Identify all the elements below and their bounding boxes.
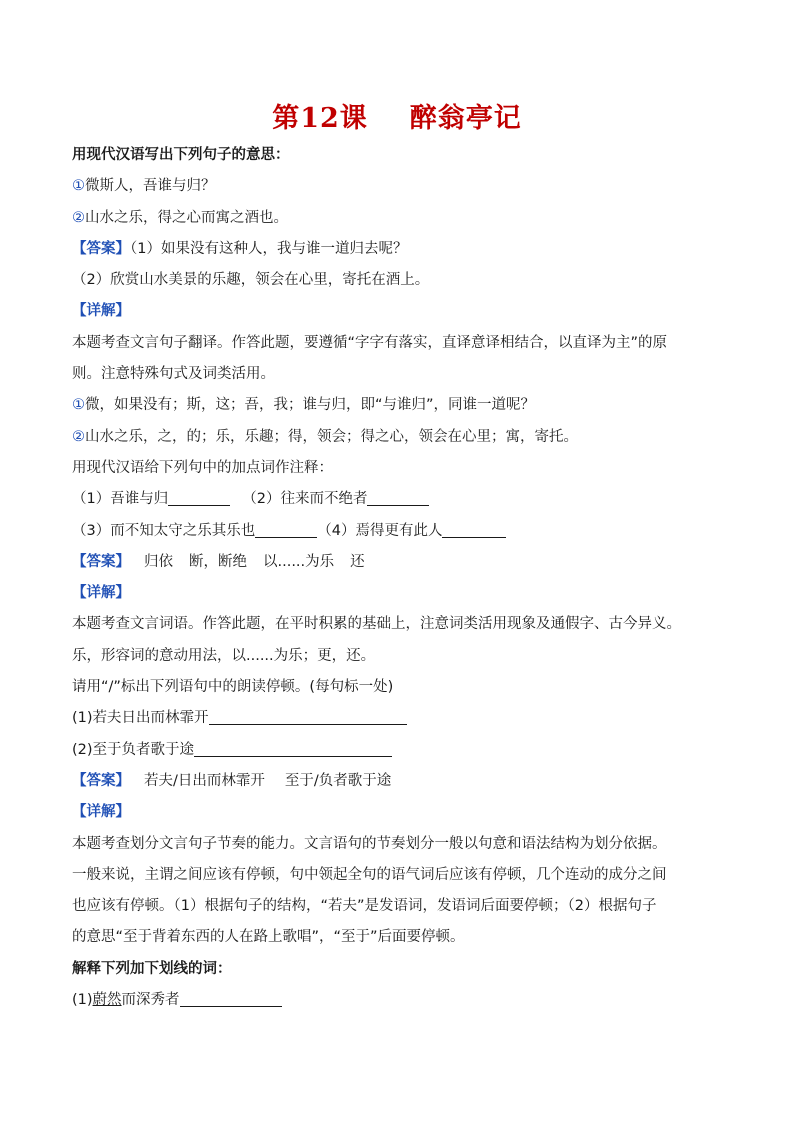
q3-detail-4: 的意思“至于背着东西的人在路上歌唱”，“至于”后面要停顿。 [72, 929, 465, 946]
q2-answer-2: 断，断绝 [189, 553, 247, 570]
q1-item-1-text: 微斯人，吾谁与归？ [85, 178, 216, 195]
q1-detail-4-text: 山水之乐，之，的；乐，乐趣；得，领会；得之心，领会在心里；寓，寄托。 [85, 428, 578, 445]
answer-tag: 【答案】 [72, 772, 130, 789]
q2-detail-1: 本题考查文言词语。作答此题，在平时积累的基础上，注意词类活用现象及通假字、古今异义。 [72, 616, 681, 633]
q1-detail-3-num: ① [72, 397, 85, 414]
q3-detail-3: 也应该有停顿。（1）根据句子的结构，“若夫”是发语词，发语词后面要停顿；（2）根据句子 [72, 898, 657, 915]
q1-item-2 [72, 203, 732, 234]
q2-item-3: （3）而不知太守之乐其乐也 [72, 522, 256, 539]
q3-row-1 [72, 703, 732, 734]
q2-answer-1: 归依 [144, 553, 173, 570]
q1-item-2-text: 山水之乐，得之心而寓之酒也。 [85, 209, 288, 226]
answer-blank [168, 489, 230, 506]
q1-detail-3 [72, 390, 732, 421]
detail-tag: 【详解】 [72, 585, 130, 602]
q1-detail-1: 本题考查文言句子翻译。作答此题，要遵循“字字有落实，直译意译相结合，以直译为主”的原 [72, 334, 668, 351]
q2-answer-3: 以......为乐 [263, 553, 335, 570]
answer-blank [194, 740, 392, 757]
q1-prompt: 用现代汉语写出下列句子的意思： [72, 147, 290, 163]
answer-blank [367, 489, 429, 506]
page-title [0, 96, 794, 135]
q4-prompt: 解释下列加下划线的词： [72, 960, 232, 977]
document-body [72, 140, 732, 1016]
detail-tag: 【详解】 [72, 303, 130, 320]
q3-detail-1: 本题考查划分文言句子节奏的能力。文言语句的节奏划分一般以句意和语法结构为划分依据。 [72, 835, 667, 852]
q1-item-1 [72, 171, 732, 202]
q1-answer-line [72, 234, 732, 265]
q3-prompt: 请用“/”标出下列语句中的朗读停顿。(每句标一处) [72, 679, 394, 696]
q2-row-1 [72, 484, 732, 515]
q4-row-1 [72, 985, 732, 1016]
q3-item-2: (2)至于负者歌于途 [72, 741, 195, 758]
q3-answer-1: 若夫/日出而林霏开 [144, 772, 265, 789]
answer-blank [209, 708, 407, 725]
q2-item-2: （2）往来而不绝者 [242, 491, 368, 508]
lesson-number: 第12课 [272, 103, 368, 134]
detail-tag: 【详解】 [72, 804, 130, 821]
q2-item-4: （4）焉得更有此人 [317, 522, 443, 539]
q1-item-1-num: ① [72, 178, 85, 195]
q1-detail-4 [72, 422, 732, 453]
answer-blank [255, 521, 317, 538]
q1-item-2-num: ② [72, 209, 85, 226]
q1-detail-2: 则。注意特殊句式及词类活用。 [72, 366, 275, 383]
q1-answer-2: （2）欣赏山水美景的乐趣，领会在心里，寄托在酒上。 [72, 272, 430, 289]
q3-detail-2: 一般来说，主谓之间应该有停顿，句中领起全句的语气词后应该有停顿，几个连动的成分之间 [72, 866, 667, 883]
q2-answer-4: 还 [350, 553, 365, 570]
answer-tag: 【答案】 [72, 553, 130, 570]
q2-answer-line [72, 547, 732, 578]
lesson-name: 醉翁亭记 [409, 103, 522, 134]
q3-answer-2: 至于/负者歌于途 [284, 772, 392, 789]
answer-tag: 【答案】 [72, 240, 130, 257]
q2-detail-2: 乐，形容词的意动用法，以......为乐；更，还。 [72, 647, 376, 664]
q3-row-2 [72, 735, 732, 766]
q4-item-1-underlined-word: 蔚然 [92, 992, 122, 1009]
q1-answer-1: （1）如果没有这种人，我与谁一道归去呢？ [130, 240, 408, 257]
answer-blank [180, 990, 282, 1007]
q1-detail-4-num: ② [72, 428, 85, 445]
q3-answer-line [72, 766, 732, 797]
q4-item-1-rest: 而深秀者 [121, 992, 180, 1009]
q2-prompt: 用现代汉语给下列句中的加点词作注释： [72, 459, 333, 476]
q3-item-1: (1)若夫日出而林霏开 [72, 710, 209, 727]
q2-item-1: （1）吾谁与归 [72, 491, 169, 508]
q4-item-1-prefix: (1) [72, 992, 93, 1009]
q1-detail-3-text: 微，如果没有；斯，这；吾，我；谁与归，即“与谁归”，同谁一道呢？ [85, 397, 536, 414]
answer-blank [442, 521, 506, 538]
q2-row-2 [72, 516, 732, 547]
